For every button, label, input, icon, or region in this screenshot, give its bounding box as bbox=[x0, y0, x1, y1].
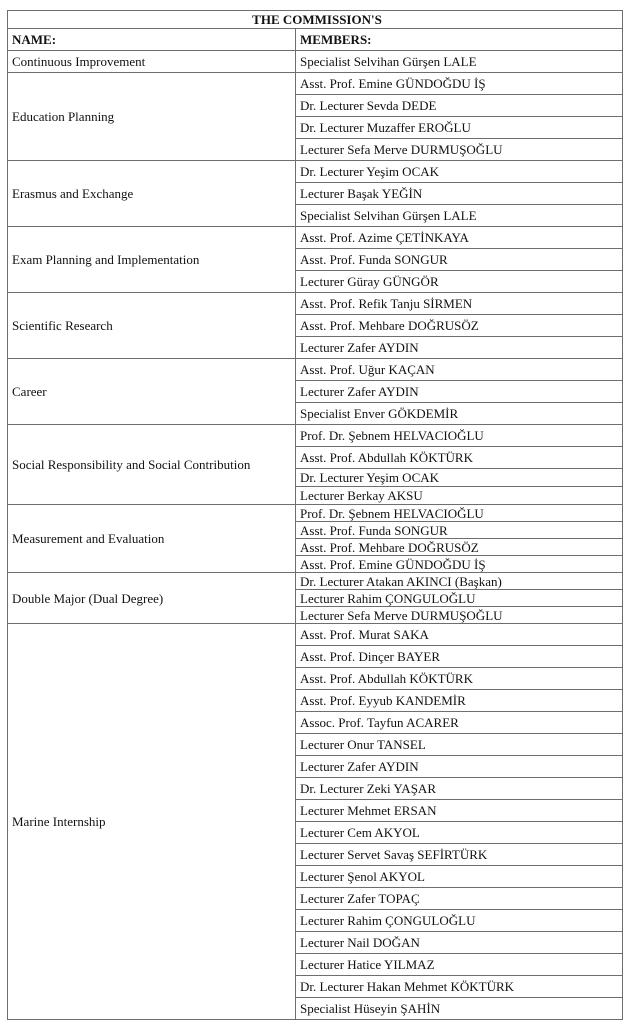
commission-member: Asst. Prof. Murat SAKA bbox=[296, 624, 623, 646]
commission-member: Dr. Lecturer Zeki YAŞAR bbox=[296, 778, 623, 800]
commission-member: Lecturer Zafer TOPAÇ bbox=[296, 888, 623, 910]
commission-member: Lecturer Nail DOĞAN bbox=[296, 932, 623, 954]
header-row bbox=[8, 29, 623, 51]
commission-member: Lecturer Başak YEĞİN bbox=[296, 183, 623, 205]
table-row bbox=[8, 573, 623, 590]
commission-member: Lecturer Berkay AKSU bbox=[296, 487, 623, 505]
commission-member: Lecturer Rahim ÇONGULOĞLU bbox=[296, 590, 623, 607]
commission-name: Marine Internship bbox=[8, 624, 296, 1020]
commission-member: Asst. Prof. Eyyub KANDEMİR bbox=[296, 690, 623, 712]
commission-member: Asst. Prof. Emine GÜNDOĞDU İŞ bbox=[296, 556, 623, 573]
commission-member: Lecturer Sefa Merve DURMUŞOĞLU bbox=[296, 139, 623, 161]
commission-member: Specialist Enver GÖKDEMİR bbox=[296, 403, 623, 425]
members-column-header: MEMBERS: bbox=[296, 29, 623, 51]
commission-member: Dr. Lecturer Atakan AKINCI (Başkan) bbox=[296, 573, 623, 590]
commission-member: Lecturer Mehmet ERSAN bbox=[296, 800, 623, 822]
commission-member: Dr. Lecturer Yeşim OCAK bbox=[296, 161, 623, 183]
commission-member: Specialist Selvihan Gürşen LALE bbox=[296, 205, 623, 227]
table-row bbox=[8, 624, 623, 646]
commission-name: Exam Planning and Implementation bbox=[8, 227, 296, 293]
commission-member: Asst. Prof. Abdullah KÖKTÜRK bbox=[296, 447, 623, 469]
commission-member: Lecturer Zafer AYDIN bbox=[296, 756, 623, 778]
commission-member: Lecturer Şenol AKYOL bbox=[296, 866, 623, 888]
table-row bbox=[8, 505, 623, 522]
table-row bbox=[8, 293, 623, 315]
table-row bbox=[8, 51, 623, 73]
commission-member: Lecturer Güray GÜNGÖR bbox=[296, 271, 623, 293]
commission-member: Lecturer Servet Savaş SEFİRTÜRK bbox=[296, 844, 623, 866]
commission-member: Lecturer Zafer AYDIN bbox=[296, 381, 623, 403]
commission-member: Prof. Dr. Şebnem HELVACIOĞLU bbox=[296, 505, 623, 522]
commission-member: Lecturer Rahim ÇONGULOĞLU bbox=[296, 910, 623, 932]
commission-name: Double Major (Dual Degree) bbox=[8, 573, 296, 624]
commission-member: Lecturer Hatice YILMAZ bbox=[296, 954, 623, 976]
commission-member: Asst. Prof. Funda SONGUR bbox=[296, 522, 623, 539]
commission-member: Asst. Prof. Uğur KAÇAN bbox=[296, 359, 623, 381]
commission-member: Asst. Prof. Abdullah KÖKTÜRK bbox=[296, 668, 623, 690]
commission-member: Lecturer Cem AKYOL bbox=[296, 822, 623, 844]
commission-member: Asst. Prof. Dinçer BAYER bbox=[296, 646, 623, 668]
commission-table bbox=[7, 10, 623, 1020]
commission-member: Specialist Hüseyin ŞAHİN bbox=[296, 998, 623, 1020]
commission-member: Prof. Dr. Şebnem HELVACIOĞLU bbox=[296, 425, 623, 447]
table-row bbox=[8, 425, 623, 447]
commission-name: Career bbox=[8, 359, 296, 425]
commission-member: Lecturer Zafer AYDIN bbox=[296, 337, 623, 359]
commission-member: Lecturer Sefa Merve DURMUŞOĞLU bbox=[296, 607, 623, 624]
commission-member: Dr. Lecturer Sevda DEDE bbox=[296, 95, 623, 117]
table-row bbox=[8, 73, 623, 95]
commission-member: Dr. Lecturer Yeşim OCAK bbox=[296, 469, 623, 487]
table-row bbox=[8, 359, 623, 381]
commission-member: Lecturer Onur TANSEL bbox=[296, 734, 623, 756]
table-row bbox=[8, 161, 623, 183]
commission-member: Asst. Prof. Refik Tanju SİRMEN bbox=[296, 293, 623, 315]
commission-member: Asst. Prof. Mehbare DOĞRUSÖZ bbox=[296, 539, 623, 556]
commission-member: Assoc. Prof. Tayfun ACARER bbox=[296, 712, 623, 734]
commission-member: Dr. Lecturer Hakan Mehmet KÖKTÜRK bbox=[296, 976, 623, 998]
table-title: THE COMMISSION'S bbox=[8, 11, 623, 29]
commission-member: Asst. Prof. Funda SONGUR bbox=[296, 249, 623, 271]
commission-member: Asst. Prof. Mehbare DOĞRUSÖZ bbox=[296, 315, 623, 337]
commission-name: Social Responsibility and Social Contribution bbox=[8, 425, 296, 505]
commission-member: Asst. Prof. Azime ÇETİNKAYA bbox=[296, 227, 623, 249]
commission-name: Continuous Improvement bbox=[8, 51, 296, 73]
commission-name: Measurement and Evaluation bbox=[8, 505, 296, 573]
table-row bbox=[8, 227, 623, 249]
commission-member: Dr. Lecturer Muzaffer EROĞLU bbox=[296, 117, 623, 139]
commission-member: Asst. Prof. Emine GÜNDOĞDU İŞ bbox=[296, 73, 623, 95]
commission-name: Erasmus and Exchange bbox=[8, 161, 296, 227]
commission-member: Specialist Selvihan Gürşen LALE bbox=[296, 51, 623, 73]
commission-name: Education Planning bbox=[8, 73, 296, 161]
title-row bbox=[8, 11, 623, 29]
name-column-header: NAME: bbox=[8, 29, 296, 51]
commission-name: Scientific Research bbox=[8, 293, 296, 359]
